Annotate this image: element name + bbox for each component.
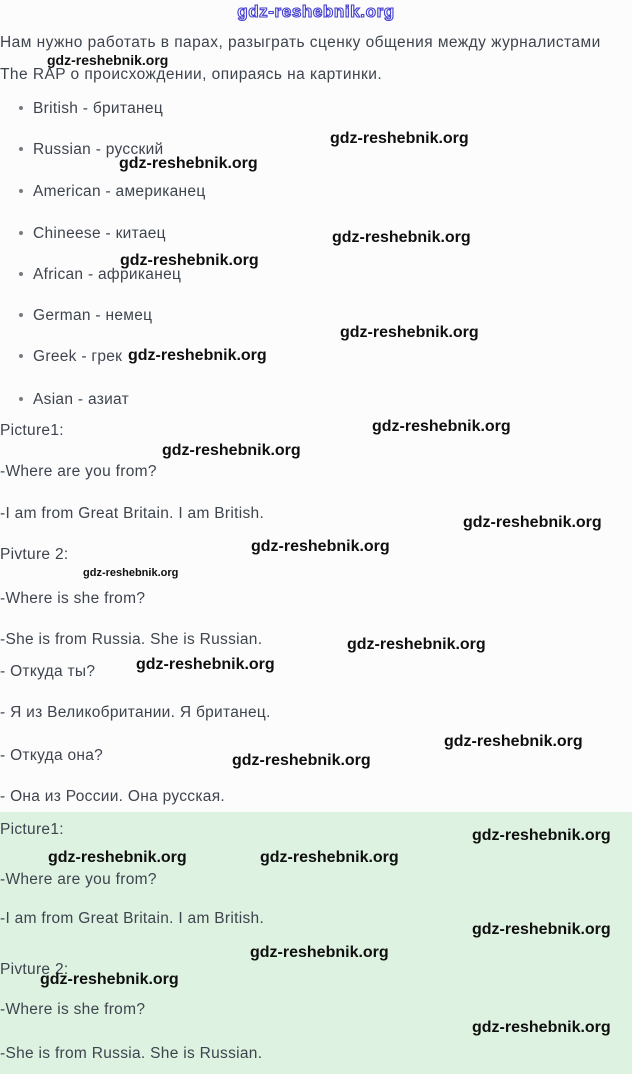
vocab-item-african: African - африканец xyxy=(33,266,182,283)
watermark: gdz-reshebnik.org xyxy=(48,849,187,866)
watermark: gdz-reshebnik.org xyxy=(347,636,486,653)
vocab-item-russian: Russian - русский xyxy=(33,141,164,158)
bullet-dot xyxy=(19,313,23,317)
intro-line-2: The RAP о происхождении, опираясь на картинки. xyxy=(0,66,383,83)
watermark: gdz-reshebnik.org xyxy=(119,155,258,172)
picture1-heading: Picture1: xyxy=(0,422,64,439)
watermark: gdz-reshebnik.org xyxy=(83,567,179,579)
watermark: gdz-reshebnik.org xyxy=(128,347,267,364)
vocab-item-american: American - американец xyxy=(33,183,206,200)
answer-q1-line: -Where are you from? xyxy=(0,871,157,888)
bullet-dot xyxy=(19,147,23,151)
watermark: gdz-reshebnik.org xyxy=(162,442,301,459)
vocab-item-british: British - британец xyxy=(33,100,163,117)
intro-line-1: Нам нужно работать в парах, разыграть сценку общения между журналистами xyxy=(0,34,601,51)
bullet-dot xyxy=(19,231,23,235)
watermark: gdz-reshebnik.org xyxy=(260,849,399,866)
dialog-q1-line: -Where are you from? xyxy=(0,463,157,480)
watermark: gdz-reshebnik.org xyxy=(472,1019,611,1036)
bullet-dot xyxy=(19,354,23,358)
answer-picture1-heading: Picture1: xyxy=(0,821,64,838)
watermark: gdz-reshebnik.org xyxy=(40,971,179,988)
bullet-dot xyxy=(19,189,23,193)
watermark: gdz-reshebnik.org xyxy=(136,656,275,673)
watermark: gdz-reshebnik.org xyxy=(463,514,602,531)
watermark: gdz-reshebnik.org xyxy=(332,229,471,246)
dialog-q2-line: -Where is she from? xyxy=(0,590,146,607)
answer-a1-line: -I am from Great Britain. I am British. xyxy=(0,910,265,927)
translation-a1-line: - Я из Великобритании. Я британец. xyxy=(0,704,271,721)
watermark: gdz-reshebnik.org xyxy=(251,538,390,555)
translation-q1-line: - Откуда ты? xyxy=(0,663,96,680)
vocab-item-greek: Greek - грек xyxy=(33,348,123,365)
vocab-item-asian: Asian - азиат xyxy=(33,391,130,408)
bullet-dot xyxy=(19,106,23,110)
watermark: gdz-reshebnik.org xyxy=(250,944,389,961)
watermark: gdz-reshebnik.org xyxy=(232,752,371,769)
vocab-item-german: German - немец xyxy=(33,307,153,324)
bullet-dot xyxy=(19,272,23,276)
translation-a2-line: - Она из России. Она русская. xyxy=(0,788,225,805)
answer-a2-line: -She is from Russia. She is Russian. xyxy=(0,1045,263,1062)
watermark: gdz-reshebnik.org xyxy=(472,921,611,938)
watermark: gdz-reshebnik.org xyxy=(372,418,511,435)
answer-picture2-heading: Pivture 2: xyxy=(0,961,69,978)
answer-q2-line: -Where is she from? xyxy=(0,1001,146,1018)
site-logo: gdz-reshebnik.org xyxy=(237,2,395,21)
translation-q2-line: - Откуда она? xyxy=(0,747,104,764)
watermark: gdz-reshebnik.org xyxy=(340,324,479,341)
dialog-a2-line: -She is from Russia. She is Russian. xyxy=(0,631,263,648)
watermark: gdz-reshebnik.org xyxy=(47,52,169,68)
watermark: gdz-reshebnik.org xyxy=(472,827,611,844)
watermark: gdz-reshebnik.org xyxy=(330,130,469,147)
vocab-item-chineese: Chineese - китаец xyxy=(33,225,166,242)
watermark: gdz-reshebnik.org xyxy=(120,252,259,269)
watermark: gdz-reshebnik.org xyxy=(444,733,583,750)
dialog-a1-line: -I am from Great Britain. I am British. xyxy=(0,505,265,522)
picture2-heading: Pivture 2: xyxy=(0,546,69,563)
bullet-dot xyxy=(19,397,23,401)
